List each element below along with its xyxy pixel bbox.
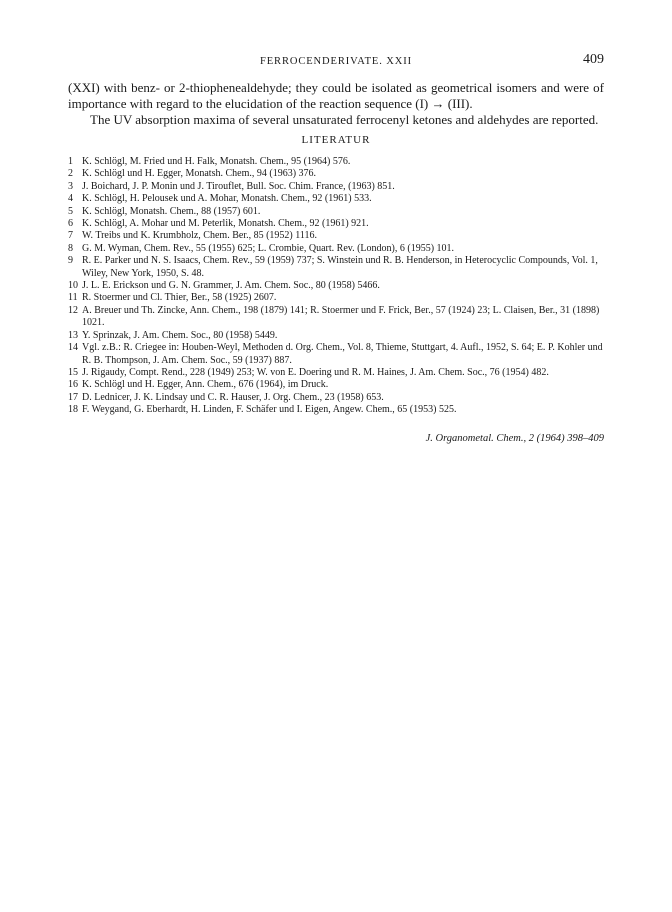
reference-number: 17: [68, 391, 78, 403]
reference-number: 7: [68, 230, 73, 242]
reference-number: 1: [68, 156, 73, 167]
journal-citation: J. Organometal. Chem., 2 (1964) 398–409: [425, 432, 604, 444]
reference-item: [68, 255, 604, 280]
page-number: 409: [583, 52, 604, 67]
reference-item: [68, 342, 604, 367]
reference-number: 15: [68, 366, 78, 378]
reference-text: G. M. Wyman, Chem. Rev., 55 (1955) 625; L. Crombie, Quart. Rev. (London), 6 (1955) 101.: [82, 242, 455, 254]
paragraph: The UV absorption maxima of several unsaturated ferrocenyl ketones and aldehydes are reported.: [90, 112, 599, 127]
reference-item: [68, 367, 604, 379]
reference-item: [68, 305, 604, 330]
reference-text: R. Stoermer und Cl. Thier, Ber., 58 (1925) 2607.: [82, 292, 277, 304]
reference-number: 14: [68, 342, 78, 354]
reference-number: 6: [68, 218, 73, 230]
reference-number: 3: [68, 180, 73, 192]
reference-number: 13: [68, 329, 78, 341]
reference-text: W. Treibs und K. Krumbholz, Chem. Ber., 85 (1952) 1116.: [82, 230, 317, 242]
reference-text: Y. Sprinzak, J. Am. Chem. Soc., 80 (1958) 5449.: [82, 329, 278, 341]
reference-text: J. Boichard, J. P. Monin und J. Tirouflet, Bull. Soc. Chim. France, (1963) 851.: [82, 180, 395, 192]
reference-number: 9: [68, 255, 73, 267]
reference-item: [68, 230, 604, 242]
reference-item: [68, 392, 604, 404]
page: [68, 52, 604, 444]
reference-text: J. Rigaudy, Compt. Rend., 228 (1949) 253; W. von E. Doering und R. M. Haines, J. Am. Chem. Soc., 76 (1954) 482.: [82, 366, 549, 378]
reference-text: R. E. Parker und N. S. Isaacs, Chem. Rev., 59 (1959) 737; S. Winstein und R. B. Henderson, in Heterocyclic Compounds, Vol. 1, Wiley, New York, 1950, S. 48.: [82, 255, 598, 279]
reference-item: [68, 181, 604, 193]
reference-number: 12: [68, 304, 78, 316]
reference-item: [68, 156, 604, 168]
page-header: [68, 52, 604, 72]
reference-item: [68, 243, 604, 255]
reference-number: 2: [68, 168, 73, 180]
reference-number: 8: [68, 242, 73, 254]
references-title: LITERATUR: [301, 134, 371, 146]
reference-text: K. Schlögl, Monatsh. Chem., 88 (1957) 601.: [82, 205, 261, 217]
reference-item: [68, 404, 604, 416]
reference-number: 5: [68, 205, 73, 217]
reference-number: 10: [68, 280, 78, 292]
reference-item: [68, 280, 604, 292]
reference-number: 18: [68, 404, 78, 416]
running-head: FERROCENDERIVATE. XXII: [259, 56, 413, 67]
reference-number: 4: [68, 193, 73, 205]
reference-item: [68, 218, 604, 230]
reference-text: Vgl. z.B.: R. Criegee in: Houben-Weyl, Methoden d. Org. Chem., Vol. 8, Thieme, Stuttgart, 4. Aufl., 1952, S. 64; E. P. Kohler und R. B. Thompson, J. Am. Chem. Soc., 59 (1937) 887.: [82, 342, 603, 366]
reference-item: [68, 379, 604, 391]
reference-item: [68, 330, 604, 342]
reference-text: K. Schlögl, A. Mohar und M. Peterlik, Monatsh. Chem., 92 (1961) 921.: [82, 218, 369, 230]
reference-text: K. Schlögl und H. Egger, Ann. Chem., 676 (1964), im Druck.: [82, 379, 329, 391]
reference-item: [68, 292, 604, 304]
reference-text: F. Weygand, G. Eberhardt, H. Linden, F. Schäfer und I. Eigen, Angew. Chem., 65 (1953) 525.: [82, 404, 457, 416]
reference-text: K. Schlögl und H. Egger, Monatsh. Chem., 94 (1963) 376.: [82, 168, 317, 180]
reference-item: [68, 206, 604, 218]
reference-item: [68, 193, 604, 205]
reference-text: K. Schlögl, M. Fried und H. Falk, Monatsh. Chem., 95 (1964) 576.: [82, 156, 351, 167]
reference-text: D. Lednicer, J. K. Lindsay und C. R. Hauser, J. Org. Chem., 23 (1958) 653.: [82, 391, 384, 403]
body-text: [68, 80, 604, 128]
reference-text: J. L. E. Erickson und G. N. Grammer, J. Am. Chem. Soc., 80 (1958) 5466.: [82, 280, 380, 292]
reference-text: K. Schlögl, H. Pelousek und A. Mohar, Monatsh. Chem., 92 (1961) 533.: [82, 193, 372, 205]
reference-number: 16: [68, 379, 78, 391]
reference-number: 11: [68, 292, 78, 304]
reference-list: [68, 156, 604, 417]
reference-text: A. Breuer und Th. Zincke, Ann. Chem., 198 (1879) 141; R. Stoermer und F. Frick, Ber., 57 (1924) 23; L. Claisen, Ber., 31 (1898) 1021.: [82, 304, 600, 329]
reference-item: [68, 168, 604, 180]
paragraph: (XXI) with benz- or 2-thiophenealdehyde; they could be isolated as geometrical isomers and were of importance with regard to the elucidation of the reaction sequence (I) → (III).: [68, 80, 604, 111]
